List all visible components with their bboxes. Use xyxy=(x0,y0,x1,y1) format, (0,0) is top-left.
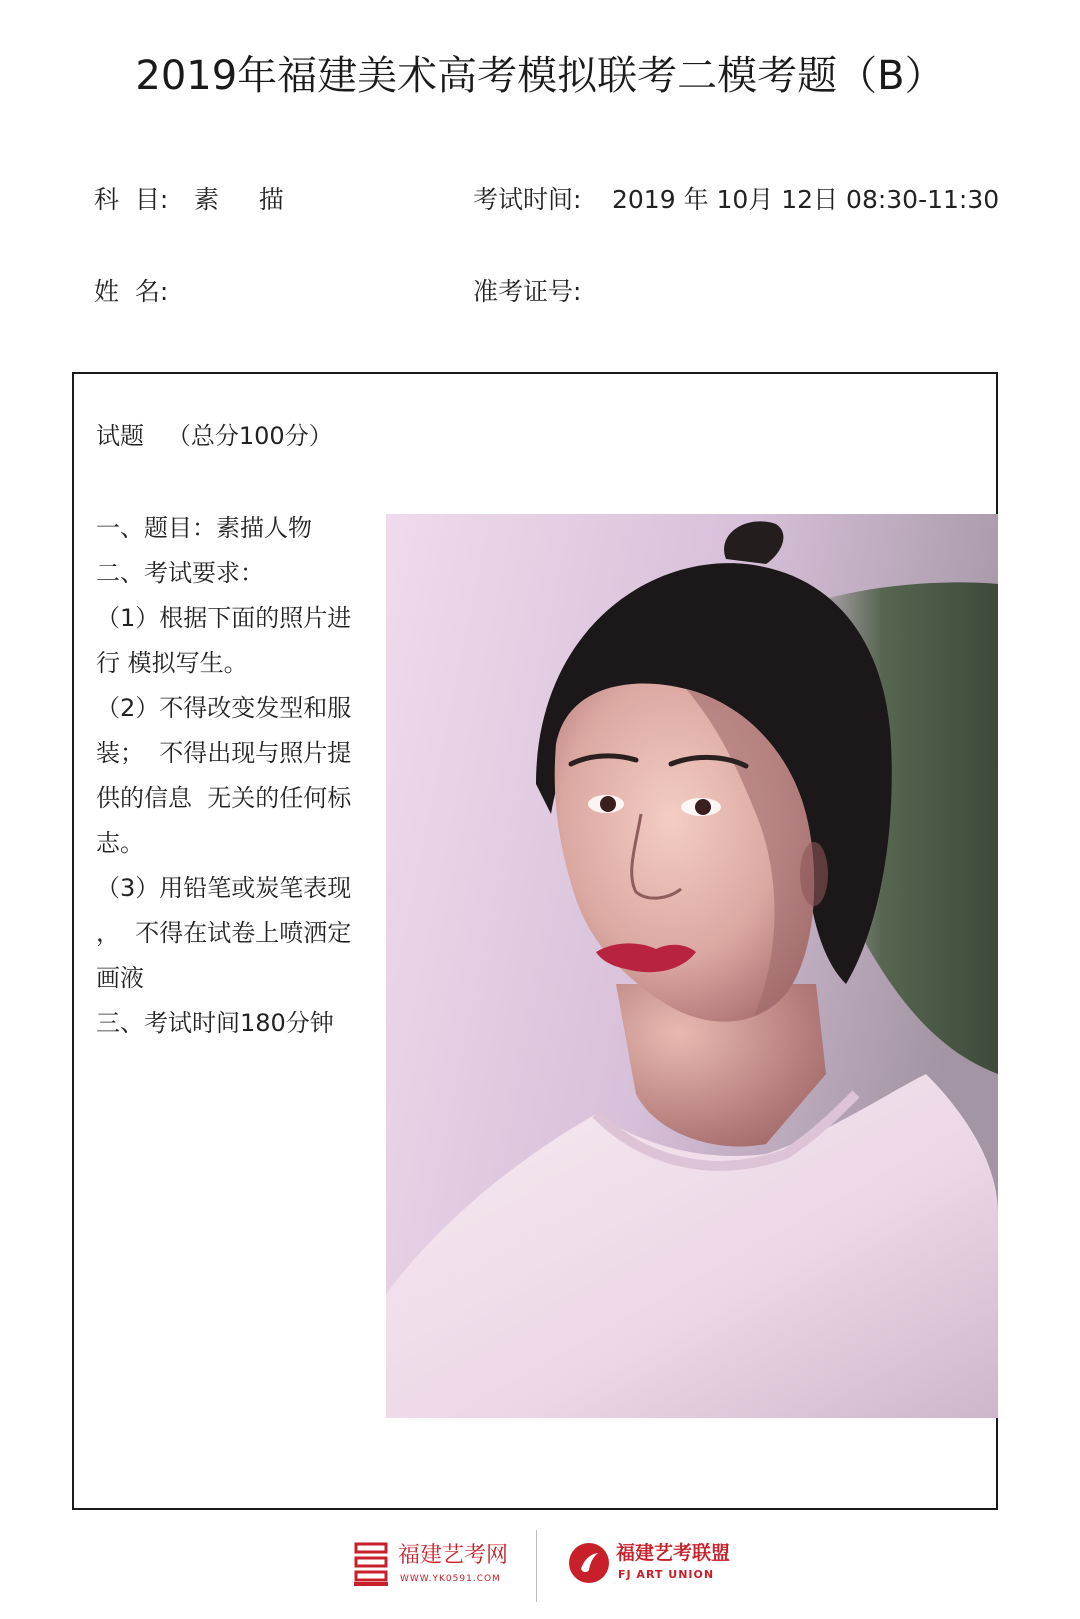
requirement-line: 二、考试要求： xyxy=(96,559,264,587)
requirement-line: 行 模拟写生。 xyxy=(96,649,248,677)
requirement-line: 供的信息 无关的任何标 xyxy=(96,784,352,812)
requirement-line: （1）根据下面的照片进 xyxy=(96,604,352,632)
requirement-line: 画液 xyxy=(96,964,144,992)
fj-art-union-logo-subtext: FJ ART UNION xyxy=(618,1568,715,1581)
yk0591-logo-url: WWW.YK0591.COM xyxy=(400,1574,501,1584)
fj-art-union-logo xyxy=(568,1536,748,1596)
portrait-photo xyxy=(386,514,998,1418)
requirement-line: （2）不得改变发型和服 xyxy=(96,694,352,722)
requirement-line: 装； 不得出现与照片提 xyxy=(96,739,352,767)
exam-question-box xyxy=(72,372,998,1510)
footer-divider xyxy=(536,1530,537,1602)
requirement-line: 一、题目：素描人物 xyxy=(96,514,312,542)
subject-value: 素 描 xyxy=(194,185,284,214)
yk0591-logo-text: 福建艺考网 xyxy=(398,1543,509,1568)
requirement-line: 三、考试时间180分钟 xyxy=(96,1009,334,1037)
art-union-emblem-icon xyxy=(568,1542,610,1584)
subject-label: 科 目: xyxy=(94,185,169,214)
name-label: 姓 名: xyxy=(94,277,169,306)
yk0591-logo xyxy=(352,1536,512,1596)
fj-art-union-logo-text: 福建艺考联盟 xyxy=(616,1542,731,1564)
requirement-line: （3）用铅笔或炭笔表现 xyxy=(96,874,352,902)
book-stack-icon xyxy=(352,1540,390,1588)
requirement-line: 志。 xyxy=(96,829,144,857)
page-title: 2019年福建美术高考模拟联考二模考题（B） xyxy=(135,53,945,99)
exam-heading: 试题 （总分100分） xyxy=(96,422,333,450)
admission-number-label: 准考证号: xyxy=(473,277,582,306)
exam-time-label: 考试时间: xyxy=(473,185,582,214)
requirement-line: ， 不得在试卷上喷洒定 xyxy=(96,919,352,947)
footer xyxy=(0,1536,1080,1606)
exam-time-value: 2019 年 10月 12日 08:30-11:30 xyxy=(612,185,1000,214)
exam-requirements xyxy=(96,506,376,1046)
